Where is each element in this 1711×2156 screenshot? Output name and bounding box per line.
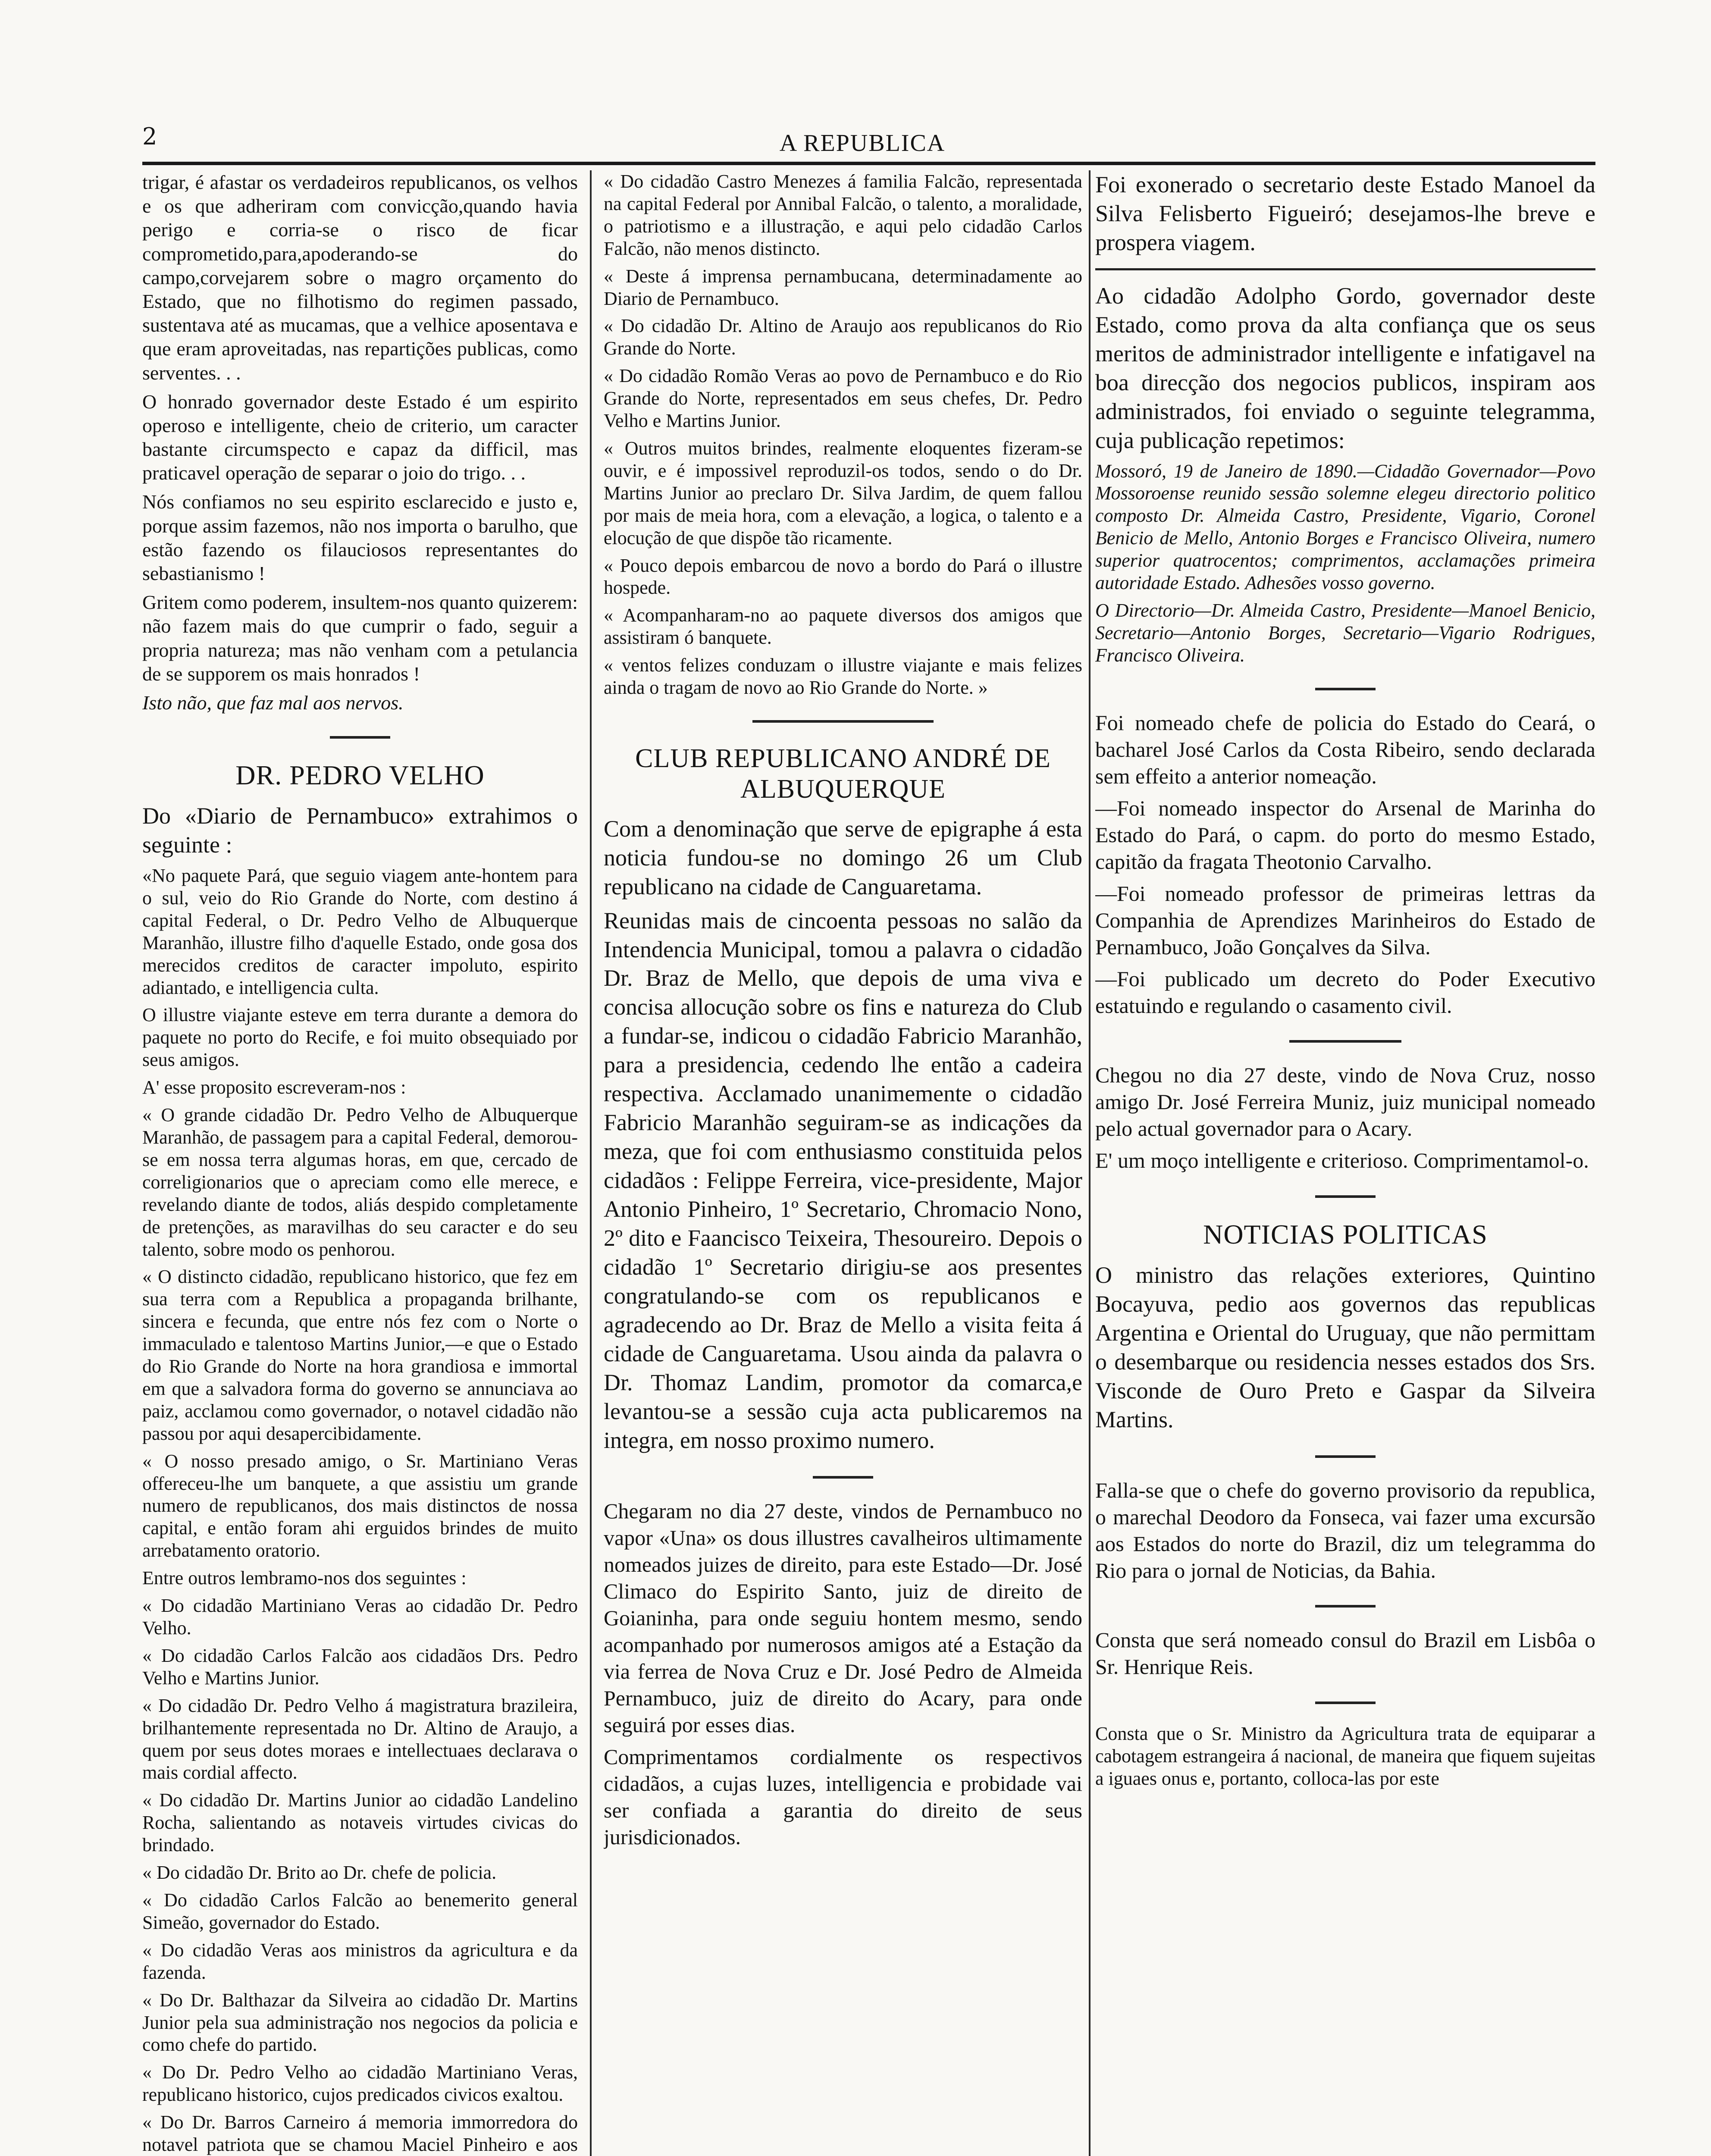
header-rule (142, 162, 1595, 165)
article-lead: Do «Diario de Pernambuco» extrahimos o seguinte : (142, 803, 578, 858)
section-divider (1095, 268, 1595, 270)
ornament-rule (1095, 675, 1595, 699)
paragraph: «No paquete Pará, que seguio viagem ante-hontem para o sul, veio do Rio Grande do Norte, com destino á capital Federal, o Dr. Pedro Velho de Albuquerque Maranhão, illustre filho d'aquelle Estado, onde gosa dos merecidos creditos de caracter impoluto, espirito adiantado, e intelligencia culta. (142, 865, 578, 998)
article-heading: DR. PEDRO VELHO (235, 760, 485, 791)
paragraph: « Do cidadão Dr. Altino de Araujo aos republicanos do Rio Grande do Norte. (604, 315, 1082, 359)
paragraph: trigar, é afastar os verdadeiros republicanos, os velhos e os que adheriram com convicção,quando havia perigo e corria-se o risco de ficar comprometido,para,apoderando-se do campo,corvejarem sobre o magro orçamento do Estado, que no filhotismo do regimen passado, sustentava até as mucamas, que a velhice aposentava e que eram aproveitadas, nas repartições publicas, como serventes. . . (142, 171, 578, 384)
ornament-rule (1095, 1443, 1595, 1467)
paragraph: « Acompanharam-no ao paquete diversos dos amigos que assistiram ó banquete. (604, 605, 1082, 649)
column-rule (1089, 170, 1091, 2156)
paragraph: O illustre viajante esteve em terra durante a demora do paquete no porto do Recife, e foi muito obsequiado por seus amigos. (142, 1004, 578, 1071)
paragraph: Foi exonerado o secretario deste Estado Manoel da Silva Felisberto Figueiró; desejamos-lhe breve e prospera viagem. (1095, 172, 1595, 255)
masthead: A REPUBLICA (779, 130, 946, 157)
paragraph: « Do cidadão Carlos Falcão ao benemerito general Simeão, governador do Estado. (142, 1889, 578, 1933)
paragraph: « Outros muitos brindes, realmente eloquentes fizeram-se ouvir, e é impossivel reproduzil-os todos, sendo o do Dr. Martins Junior ao preclaro Dr. Silva Jardim, de quem fallou por mais de meia hora, com a elevação, a logica, o talento e a elocução de que dispõe tão ricamente. (604, 437, 1082, 548)
paragraph: Ao cidadão Adolpho Gordo, governador deste Estado, como prova da alta confiança que os seus meritos de administrador intelligente e infatigavel na boa direcção dos negocios publicos, inspiram aos administrados, foi enviado o seguinte telegramma, cuja publicação repetimos: (1095, 282, 1595, 453)
ornament-rule (1095, 1028, 1595, 1051)
paragraph: A' esse proposito escreveram-nos : (142, 1077, 406, 1098)
paragraph: Consta que o Sr. Ministro da Agricultura trata de equiparar a cabotagem estrangeira á nacional, de maneira que fiquem sujeitas a iguaes onus e, portanto, colloca-las por este (1095, 1723, 1595, 1789)
paragraph: —Foi publicado um decreto do Poder Executivo estatuindo e regulando o casamento civil. (1095, 966, 1595, 1018)
page-number: 2 (142, 123, 157, 150)
paragraph: Com a denominação que serve de epigraphe á esta noticia fundou-se no domingo 26 um Club republicano na cidade de Canguaretama. (604, 815, 1082, 899)
paragraph: « Do cidadão Dr. Pedro Velho á magistratura brazileira, brilhantemente representada no Dr. Altino de Araujo, a quem por seus dotes moraes e intellectuaes declarava o mais cordial affecto. (142, 1695, 578, 1783)
paragraph: Chegaram no dia 27 deste, vindos de Pernambuco no vapor «Una» os dous illustres cavalheiros ultimamente nomeados juizes de direito, para este Estado—Dr. José Climaco do Espirito Santo, juiz de direito de Goianinha, para onde seguiu hontem mesmo, sendo acompanhado por numerosos amigos até a Estação da via ferrea de Nova Cruz e Dr. José Pedro de Almeida Pernambuco, juiz de direito do Acary, para onde seguirá por esses dias. (604, 1498, 1082, 1737)
article-heading: NOTICIAS POLITICAS (1203, 1219, 1488, 1250)
paragraph: « Do cidadão Romão Veras ao povo de Pernambuco e do Rio Grande do Norte, representados em seus chefes, Dr. Pedro Velho e Martins Junior. (604, 365, 1082, 432)
column-1 (142, 170, 578, 2156)
paragraph: « Do cidadão Castro Menezes á familia Falcão, representada na capital Federal por Annibal Falcão, o talento, a moralidade, o patriotismo e a illustração, e aqui pelo cidadão Carlos Falcão, não menos distincto. (604, 171, 1082, 259)
paragraph: Comprimentamos cordialmente os respectivos cidadãos, a cujas luzes, intelligencia e probidade vai ser confiada a garantia do direito de seus jurisdicionados. (604, 1744, 1082, 1849)
telegram-text: Mossoró, 19 de Janeiro de 1890.—Cidadão Governador—Povo Mossoroense reunido sessão solemne elegeu directorio politico composto Dr. Almeida Castro, Presidente, Vigario, Coronel Benicio de Mello, Antonio Borges e Francisco Oliveira, numero superior quatrocentos; comprimentos, acclamações primeira autoridade Estado. Adhesões vosso governo. (1095, 460, 1595, 594)
ornament-rule (1095, 1592, 1595, 1616)
ornament-rule (1095, 1182, 1595, 1206)
paragraph: « O nosso presado amigo, o Sr. Martiniano Veras offereceu-lhe um banquete, a que assistiu um grande numero de republicanos, dos mais distinctos de nossa capital, e então foram ahi erguidos brindes de muito arrebatamento oratorio. (142, 1450, 578, 1561)
paragraph: Consta que será nomeado consul do Brazil em Lisbôa o Sr. Henrique Reis. (1095, 1628, 1595, 1679)
article-heading: CLUB REPUBLICANO ANDRÉ DE ALBUQUERQUE (635, 744, 1051, 804)
paragraph: E' um moço intelligente e criterioso. Comprimentamol-o. (1095, 1148, 1589, 1173)
paragraph: « Do cidadão Dr. Brito ao Dr. chefe de policia. (142, 1862, 497, 1883)
ornament-rule (604, 1463, 1082, 1487)
column-rule (590, 170, 592, 2156)
column-2 (604, 170, 1082, 2156)
paragraph: —Foi nomeado inspector do Arsenal de Marinha do Estado do Pará, o capm. do porto do mesmo Estado, capitão da fragata Theotonio Carvalho. (1095, 796, 1595, 874)
paragraph: Reunidas mais de cincoenta pessoas no salão da Intendencia Municipal, tomou a palavra o cidadão Dr. Braz de Mello, que depois de uma viva e concisa allocução sobre os fins e natureza do Club a fundar-se, indicou o cidadão Fabricio Maranhão, para a presidencia, cedendo lhe então a cadeira respectiva. Acclamado unanimemente o cidadão Fabricio Maranhão seguiram-se as indicações da meza, que foi com enthusiasmo constituida pelos cidadãos : Felippe Ferreira, vice-presidente, Major Antonio Pinheiro, 1º Secretario, Chromacio Nono, 2º dito e Faancisco Teixeira, Thesoureiro. Depois o cidadão 1º Secretario dirigiu-se aos presentes congratulando-se com os republicanos e agradecendo ao Dr. Braz de Mello a visita feita á cidade de Canguaretama. Usou ainda da palavra o Dr. Thomaz Landim, promotor da comarca,e levantou-se a sessão cuja acta publicaremos na integra, em nosso proximo numero. (604, 907, 1082, 1453)
telegram-signature: O Directorio—Dr. Almeida Castro, Presidente—Manoel Benicio, Secretario—Antonio Borges, Secretario—Vigario Rodrigues, Francisco Oliveira. (1095, 600, 1595, 666)
paragraph: Nós confiamos no seu espirito esclarecido e justo e, porque assim fazemos, não nos importa o barulho, que estão fazendo os filauciosos representantes do sebastianismo ! (142, 491, 578, 584)
paragraph: « O grande cidadão Dr. Pedro Velho de Albuquerque Maranhão, de passagem para a capital Federal, demorou-se em nossa terra algumas horas, em que, cercado de correligionarios que o apreciam como elle merece, e revelando diante de todos, aliás despido completamente de pretenções, as maravilhas do seu caracter e do seu talento, sobre modo os penhorou. (142, 1104, 578, 1260)
ornament-rule (142, 723, 578, 747)
ornament-rule (604, 708, 1082, 731)
paragraph: O honrado governador deste Estado é um espirito operoso e intelligente, cheio de criterio, um caracter bastante circumspecto e capaz da difficil, mas praticavel operação de separar o joio do trigo. . . (142, 390, 578, 484)
paragraph: « Deste á imprensa pernambucana, determinadamente ao Diario de Pernambuco. (604, 265, 1082, 309)
paragraph: O ministro das relações exteriores, Quintino Bocayuva, pedio aos governos das republicas Argentina e Oriental do Uruguay, que não permittam o desembarque ou residencia nesses estados dos Srs. Visconde de Ouro Preto e Gaspar da Silveira Martins. (1095, 1262, 1595, 1432)
paragraph: « Do Dr. Pedro Velho ao cidadão Martiniano Veras, republicano historico, cujos predicados civicos exaltou. (142, 2062, 578, 2106)
paragraph: Chegou no dia 27 deste, vindo de Nova Cruz, nosso amigo Dr. José Ferreira Muniz, juiz municipal nomeado pelo actual governador para o Acary. (1095, 1063, 1595, 1141)
paragraph: —Foi nomeado professor de primeiras lettras da Companhia de Aprendizes Marinheiros do Estado de Pernambuco, João Gonçalves da Silva. (1095, 881, 1595, 959)
paragraph: « Do cidadão Dr. Martins Junior ao cidadão Landelino Rocha, salientando as notaveis virtudes civicas do brindado. (142, 1789, 578, 1856)
paragraph: Gritem como poderem, insultem-nos quanto quizerem: não fazem mais do que cumprir o fado, seguir a propria natureza; mas não venham com a petulancia de se supporem os mais honrados ! (142, 591, 578, 685)
paragraph: « Pouco depois embarcou de novo a bordo do Pará o illustre hospede. (604, 555, 1082, 599)
paragraph: « Do Dr. Balthazar da Silveira ao cidadão Dr. Martins Junior pela sua administração nos negocios da policia e como chefe do partido. (142, 1989, 578, 2056)
paragraph: Foi nomeado chefe de policia do Estado do Ceará, o bacharel José Carlos da Costa Ribeiro, sendo declarada sem effeito a anterior nomeação. (1095, 710, 1595, 788)
paragraph: Isto não, que faz mal aos nervos. (142, 691, 404, 714)
paragraph: « Do cidadão Veras aos ministros da agricultura e da fazenda. (142, 1939, 578, 1983)
column-3 (1095, 170, 1595, 2156)
paragraph: « Do Dr. Barros Carneiro á memoria immorredora do notavel patriota que se chamou Maciel Pinheiro e aos (142, 2112, 578, 2156)
paragraph: Entre outros lembramo-nos dos seguintes : (142, 1567, 467, 1589)
paragraph: « Do cidadão Carlos Falcão aos cidadãos Drs. Pedro Velho e Martins Junior. (142, 1645, 578, 1689)
ornament-rule (1095, 1689, 1595, 1712)
paragraph: « O distincto cidadão, republicano historico, que fez em sua terra com a Republica a propaganda brilhante, sincera e fecunda, que entre nós fez com o Norte o immaculado e talentoso Martins Junior,—e que o Estado do Rio Grande do Norte na hora grandiosa e immortal em que a salvadora forma do governo se annunciava ao paiz, acclamou como governador, o notavel cidadão não passou por aqui desapercibidamente. (142, 1266, 578, 1444)
paragraph: « Do cidadão Martiniano Veras ao cidadão Dr. Pedro Velho. (142, 1595, 578, 1639)
paragraph: Falla-se que o chefe do governo provisorio da republica, o marechal Deodoro da Fonseca, vai fazer uma excursão aos Estados do norte do Brazil, diz um telegramma do Rio para o jornal de Noticias, da Bahia. (1095, 1478, 1595, 1583)
paragraph: « ventos felizes conduzam o illustre viajante e mais felizes ainda o tragam de novo ao Rio Grande do Norte. » (604, 655, 1082, 699)
